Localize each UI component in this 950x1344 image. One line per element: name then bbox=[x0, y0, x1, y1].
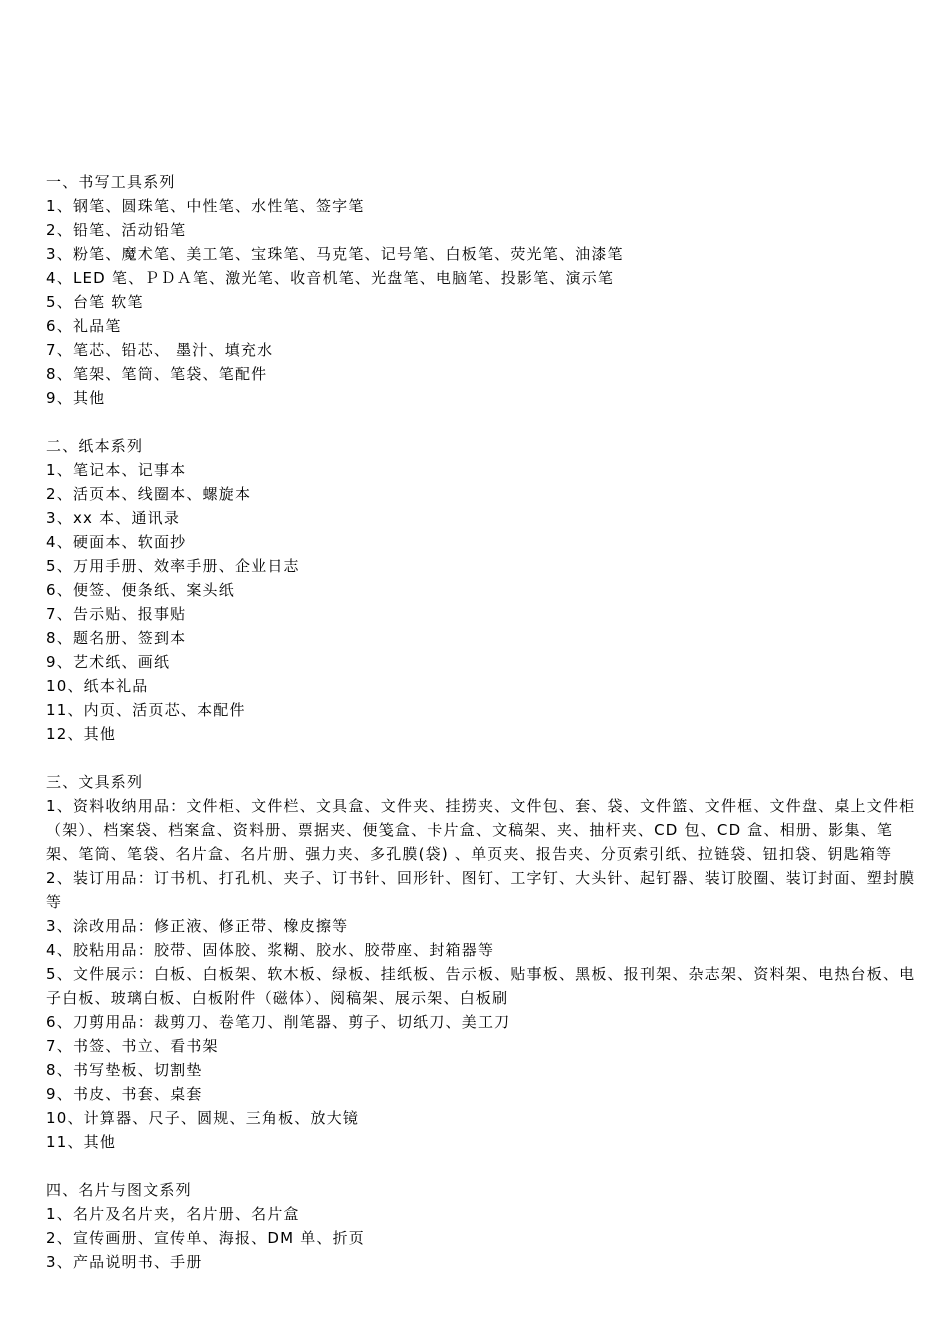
list-item: 7、笔芯、铅芯、 墨汁、填充水 bbox=[46, 341, 274, 359]
section-business-cards-graphics bbox=[46, 1178, 916, 1274]
list-item: 1、资料收纳用品：文件柜、文件栏、文具盒、文件夹、挂捞夹、文件包、套、袋、文件篮、文件框、文件盘、桌上文件柜（架）、档案袋、档案盒、资料册、票据夹、便笺盒、卡片盒、文稿架、夹、抽杆夹、CD 包、CD 盒、相册、影集、笔架、笔筒、笔袋、名片盒、名片册、强力夹、多孔膜(袋) 、单页夹、报告夹、分页索引纸、拉链袋、钮扣袋、钥匙箱等 bbox=[46, 797, 916, 863]
list-item: 9、书皮、书套、桌套 bbox=[46, 1085, 203, 1103]
list-item: 10、纸本礼品 bbox=[46, 677, 149, 695]
list-item: 4、硬面本、软面抄 bbox=[46, 533, 187, 551]
list-item: 6、刀剪用品：裁剪刀、卷笔刀、削笔器、剪子、切纸刀、美工刀 bbox=[46, 1013, 511, 1031]
document-body bbox=[46, 170, 916, 1274]
section-heading: 二、纸本系列 bbox=[46, 437, 144, 455]
list-item: 5、文件展示：白板、白板架、软木板、绿板、挂纸板、告示板、贴事板、黑板、报刊架、杂志架、资料架、电热台板、电子白板、玻璃白板、白板附件（磁体）、阅稿架、展示架、白板刷 bbox=[46, 965, 916, 1007]
list-item: 4、胶粘用品：胶带、固体胶、浆糊、胶水、胶带座、封箱器等 bbox=[46, 941, 495, 959]
list-item: 9、其他 bbox=[46, 389, 106, 407]
list-item: 5、台笔 软笔 bbox=[46, 293, 144, 311]
list-item: 11、内页、活页芯、本配件 bbox=[46, 701, 246, 719]
list-item: 3、xx 本、通讯录 bbox=[46, 509, 181, 527]
list-item: 9、艺术纸、画纸 bbox=[46, 653, 171, 671]
list-item: 8、题名册、签到本 bbox=[46, 629, 187, 647]
list-item: 2、宣传画册、宣传单、海报、DM 单、折页 bbox=[46, 1229, 366, 1247]
list-item: 6、便签、便条纸、案头纸 bbox=[46, 581, 235, 599]
list-item: 5、万用手册、效率手册、企业日志 bbox=[46, 557, 300, 575]
section-writing-tools bbox=[46, 170, 916, 410]
list-item: 3、产品说明书、手册 bbox=[46, 1253, 203, 1271]
list-item: 7、书签、书立、看书架 bbox=[46, 1037, 219, 1055]
section-heading: 一、书写工具系列 bbox=[46, 173, 176, 191]
list-item: 8、书写垫板、切割垫 bbox=[46, 1061, 203, 1079]
list-item: 6、礼品笔 bbox=[46, 317, 122, 335]
list-item: 8、笔架、笔筒、笔袋、笔配件 bbox=[46, 365, 268, 383]
section-stationery bbox=[46, 770, 916, 1154]
list-item: 3、粉笔、魔术笔、美工笔、宝珠笔、马克笔、记号笔、白板笔、荧光笔、油漆笔 bbox=[46, 245, 624, 263]
section-heading: 三、文具系列 bbox=[46, 773, 144, 791]
list-item: 2、装订用品：订书机、打孔机、夹子、订书针、回形针、图钉、工字钉、大头针、起钉器、装订胶圈、装订封面、塑封膜 等 bbox=[46, 869, 916, 911]
list-item: 1、笔记本、记事本 bbox=[46, 461, 187, 479]
list-item: 2、活页本、线圈本、螺旋本 bbox=[46, 485, 252, 503]
section-paper-books bbox=[46, 434, 916, 746]
list-item: 3、涂改用品：修正液、修正带、橡皮擦等 bbox=[46, 917, 349, 935]
list-item: 7、告示贴、报事贴 bbox=[46, 605, 187, 623]
list-item: 11、其他 bbox=[46, 1133, 117, 1151]
section-heading: 四、名片与图文系列 bbox=[46, 1181, 192, 1199]
list-item: 4、LED 笔、ＰＤＡ笔、激光笔、收音机笔、光盘笔、电脑笔、投影笔、演示笔 bbox=[46, 269, 615, 287]
list-item: 10、计算器、尺子、圆规、三角板、放大镜 bbox=[46, 1109, 360, 1127]
list-item: 12、其他 bbox=[46, 725, 117, 743]
list-item: 2、铅笔、活动铅笔 bbox=[46, 221, 187, 239]
list-item: 1、名片及名片夹，名片册、名片盒 bbox=[46, 1205, 300, 1223]
list-item: 1、钢笔、圆珠笔、中性笔、水性笔、签字笔 bbox=[46, 197, 365, 215]
